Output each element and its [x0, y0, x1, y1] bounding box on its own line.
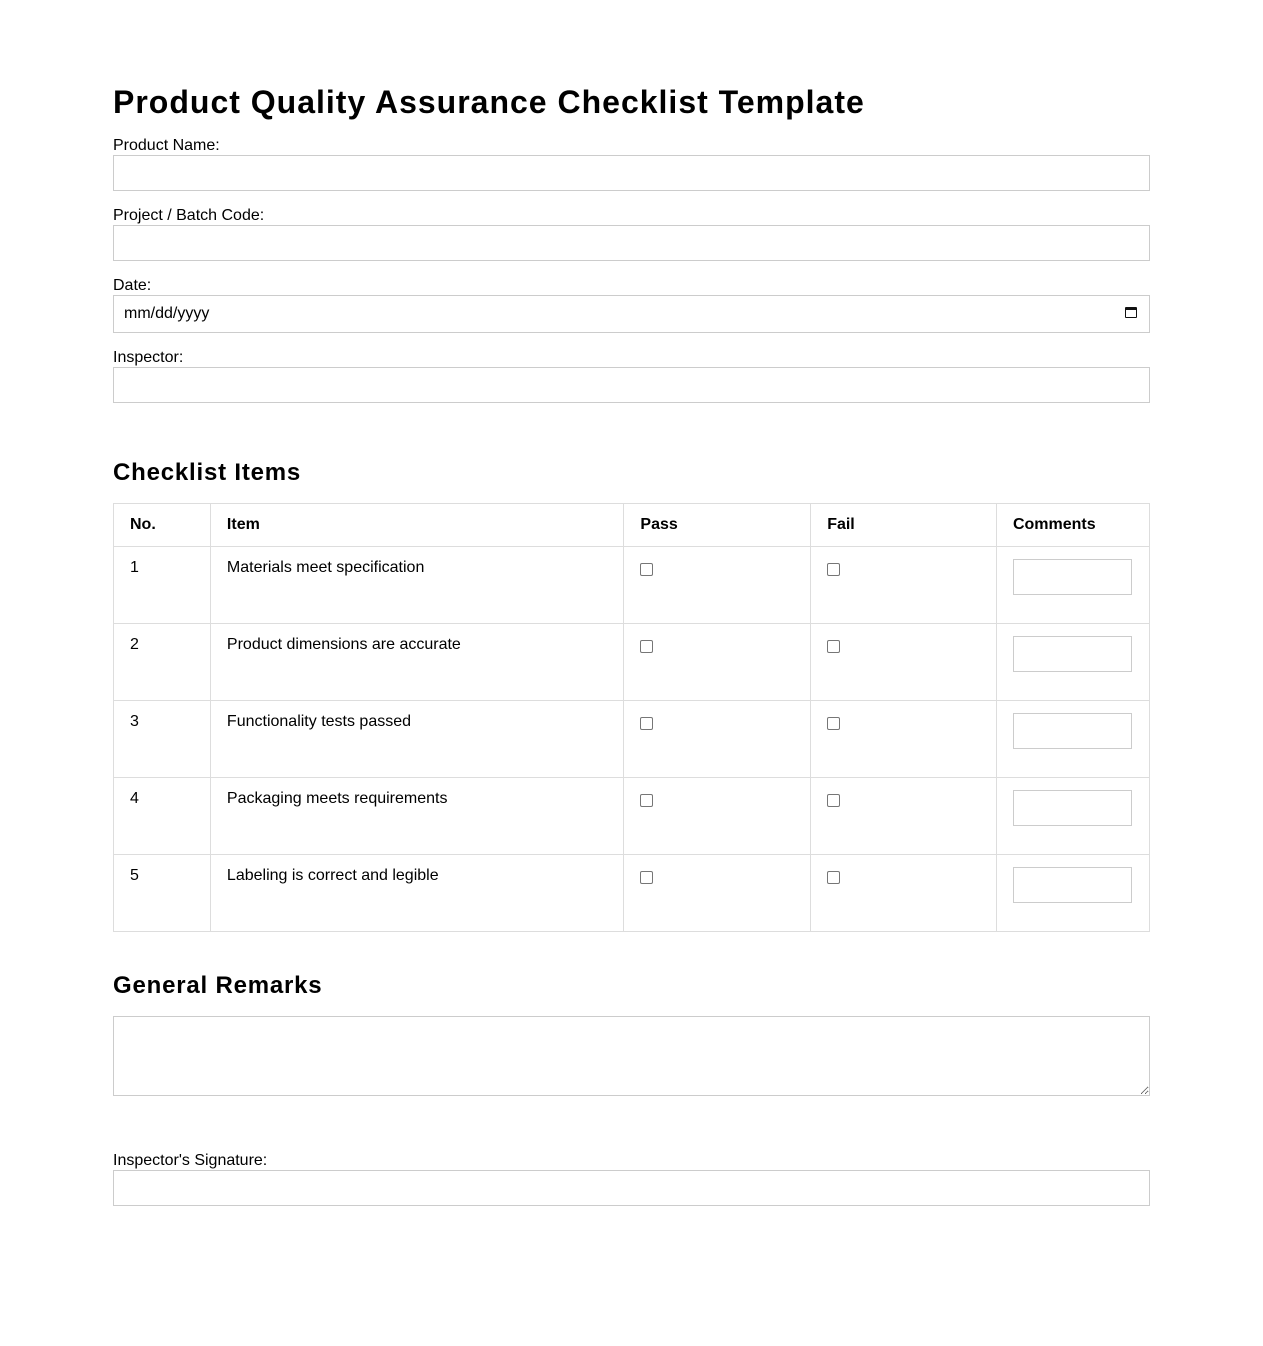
row-number: 4: [114, 778, 211, 855]
batch-code-input[interactable]: [113, 225, 1150, 261]
table-row: [114, 855, 1150, 932]
pass-checkbox[interactable]: [640, 563, 653, 576]
pass-checkbox[interactable]: [640, 794, 653, 807]
fail-cell: [811, 624, 997, 701]
signature-input[interactable]: [113, 1170, 1150, 1206]
row-item: Functionality tests passed: [210, 701, 623, 778]
table-row: [114, 701, 1150, 778]
remarks-heading: General Remarks: [113, 972, 323, 999]
fail-cell: [811, 701, 997, 778]
column-header: Pass: [624, 504, 811, 547]
fail-checkbox[interactable]: [827, 640, 840, 653]
fail-checkbox[interactable]: [827, 563, 840, 576]
table-row: [114, 778, 1150, 855]
calendar-icon[interactable]: [1125, 307, 1137, 318]
remarks-textarea[interactable]: [113, 1016, 1150, 1096]
comments-cell: [996, 701, 1149, 778]
fail-cell: [811, 547, 997, 624]
pass-cell: [624, 701, 811, 778]
comments-cell: [996, 547, 1149, 624]
table-row: [114, 547, 1150, 624]
column-header: Fail: [811, 504, 997, 547]
page-title: Product Quality Assurance Checklist Template: [113, 84, 865, 120]
row-number: 5: [114, 855, 211, 932]
product-name-input[interactable]: [113, 155, 1150, 191]
checklist-table: [113, 503, 1150, 932]
row-number: 1: [114, 547, 211, 624]
comment-input[interactable]: [1013, 790, 1132, 826]
row-item: Packaging meets requirements: [210, 778, 623, 855]
comments-cell: [996, 855, 1149, 932]
pass-cell: [624, 624, 811, 701]
comment-input[interactable]: [1013, 867, 1132, 903]
date-input[interactable]: [113, 295, 1150, 333]
row-item: Product dimensions are accurate: [210, 624, 623, 701]
date-placeholder: mm/dd/yyyy: [124, 305, 210, 322]
pass-checkbox[interactable]: [640, 871, 653, 884]
comment-input[interactable]: [1013, 636, 1132, 672]
row-item: Labeling is correct and legible: [210, 855, 623, 932]
pass-cell: [624, 778, 811, 855]
row-number: 3: [114, 701, 211, 778]
pass-cell: [624, 855, 811, 932]
column-header: No.: [114, 504, 211, 547]
comment-input[interactable]: [1013, 559, 1132, 595]
fail-cell: [811, 778, 997, 855]
pass-checkbox[interactable]: [640, 640, 653, 653]
checklist-heading: Checklist Items: [113, 459, 302, 486]
date-label: Date:: [113, 277, 152, 294]
comments-cell: [996, 778, 1149, 855]
row-number: 2: [114, 624, 211, 701]
table-header-row: [114, 504, 1150, 547]
batch-code-label: Project / Batch Code:: [113, 207, 265, 224]
pass-checkbox[interactable]: [640, 717, 653, 730]
pass-cell: [624, 547, 811, 624]
signature-label: Inspector's Signature:: [113, 1152, 268, 1169]
column-header: Item: [210, 504, 623, 547]
inspector-input[interactable]: [113, 367, 1150, 403]
comment-input[interactable]: [1013, 713, 1132, 749]
inspector-label: Inspector:: [113, 349, 184, 366]
fail-cell: [811, 855, 997, 932]
table-row: [114, 624, 1150, 701]
fail-checkbox[interactable]: [827, 794, 840, 807]
fail-checkbox[interactable]: [827, 717, 840, 730]
fail-checkbox[interactable]: [827, 871, 840, 884]
column-header: Comments: [996, 504, 1149, 547]
product-name-label: Product Name:: [113, 137, 220, 154]
row-item: Materials meet specification: [210, 547, 623, 624]
comments-cell: [996, 624, 1149, 701]
